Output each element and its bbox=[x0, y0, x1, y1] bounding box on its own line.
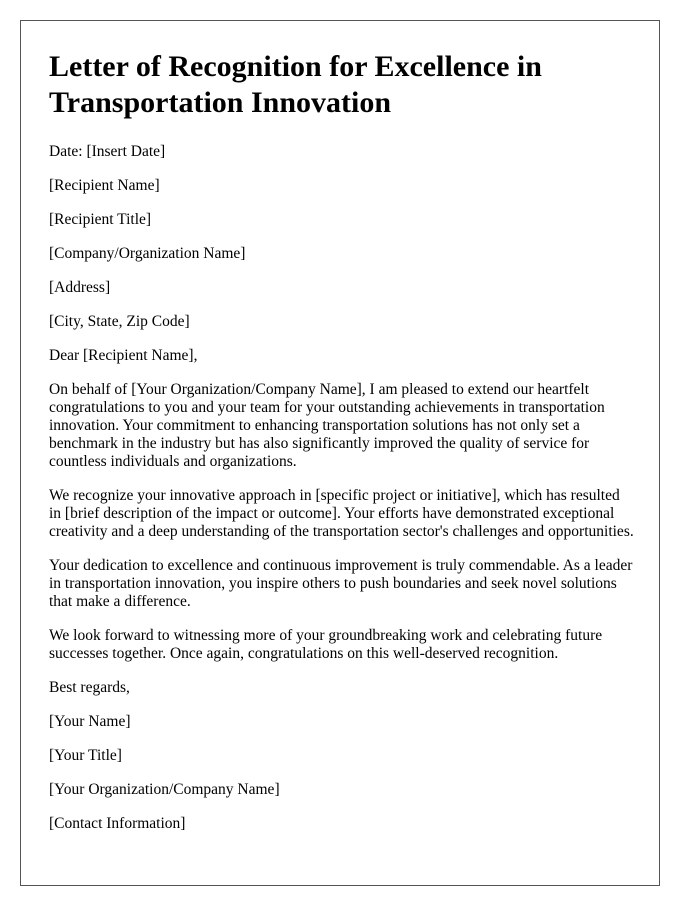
recipient-organization: [Company/Organization Name] bbox=[49, 245, 246, 262]
recipient-title: [Recipient Title] bbox=[49, 211, 152, 228]
sender-contact: [Contact Information] bbox=[49, 815, 186, 832]
sender-organization: [Your Organization/Company Name] bbox=[49, 781, 280, 798]
body-paragraph-4: We look forward to witnessing more of your groundbreaking work and celebrating future successes together. Once again, congratulations on this well-deserved recognition. bbox=[49, 627, 603, 662]
recipient-city-state-zip: [City, State, Zip Code] bbox=[49, 313, 190, 330]
sender-title: [Your Title] bbox=[49, 747, 122, 764]
recipient-address: [Address] bbox=[49, 279, 111, 296]
body-paragraph-2: We recognize your innovative approach in [specific project or initiative], which has resulted in [brief description of the impact or outcome]. Your efforts have demonstrated exceptional creativity and a deep understanding of the transportation sector's challenges and opportunities. bbox=[49, 487, 634, 540]
closing: Best regards, bbox=[49, 679, 130, 696]
body-paragraph-1: On behalf of [Your Organization/Company Name], I am pleased to extend our heartfelt congratulations to you and your team for your outstanding achievements in transportation innovation. Your commitment to enhancing transportation solutions has not only set a benchmark in the industry but has also significantly improved the quality of service for countless individuals and organizations. bbox=[49, 381, 605, 470]
recipient-name: [Recipient Name] bbox=[49, 177, 160, 194]
letter-page bbox=[20, 20, 660, 886]
salutation: Dear [Recipient Name], bbox=[49, 347, 198, 364]
date-line: Date: [Insert Date] bbox=[49, 143, 166, 160]
sender-name: [Your Name] bbox=[49, 713, 131, 730]
letter-title: Letter of Recognition for Excellence in Transportation Innovation bbox=[49, 50, 542, 119]
body-paragraph-3: Your dedication to excellence and continuous improvement is truly commendable. As a leader in transportation innovation, you inspire others to push boundaries and seek novel solutions that make a difference. bbox=[49, 557, 633, 610]
